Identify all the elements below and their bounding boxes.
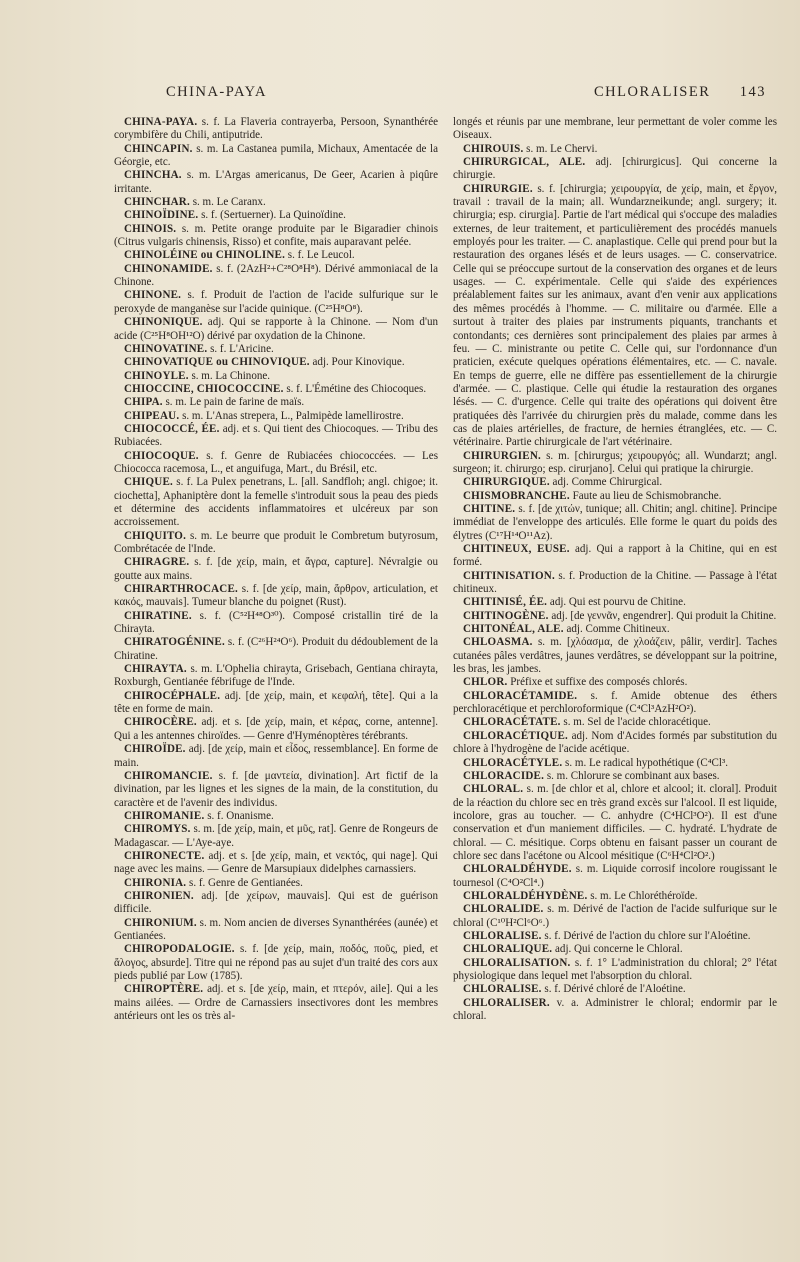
entry-headword: CHIROCÈRE. xyxy=(124,716,197,729)
entry-definition: s. f. (Sertuerner). La Quinoïdine. xyxy=(198,209,346,222)
entry-headword: CHIRURGIQUE. xyxy=(463,476,550,489)
entry-headword: CHLORACÉTYLE. xyxy=(463,756,563,769)
dictionary-entry xyxy=(114,356,438,369)
entry-definition: adj. [de χείρων, mauvais]. Qui est de guérison difficile. xyxy=(114,889,438,916)
dictionary-entry xyxy=(114,810,438,823)
entry-definition: s. f. L'Aricine. xyxy=(207,342,274,355)
dictionary-entry xyxy=(114,410,438,423)
entry-headword: CHLORALIDE. xyxy=(463,903,544,916)
entry-headword: CHLOASMA. xyxy=(463,636,533,649)
dictionary-entry xyxy=(114,169,438,196)
dictionary-entry xyxy=(453,623,777,636)
entry-headword: CHLORAL. xyxy=(463,783,524,796)
dictionary-entry xyxy=(114,396,438,409)
entry-headword: CHITINEUX, EUSE. xyxy=(463,543,570,555)
entry-definition: s. f. 1° L'administration du chloral; 2° l'état physiologique dans lequel met l'absorption du chloral. xyxy=(453,956,777,982)
dictionary-entry xyxy=(114,690,438,717)
entry-headword: CHIROCÉPHALE. xyxy=(124,689,221,702)
entry-headword: CHIRATINE. xyxy=(124,609,192,622)
entry-definition: s. f. Genre de Gentianées. xyxy=(186,876,303,889)
dictionary-entry xyxy=(453,490,777,503)
entry-definition: s. f. L'Émétine des Chiocoques. xyxy=(283,382,427,395)
entry-definition: s. f. (C²⁶H²⁴O⁶). Produit du dédoublement de la Chiratine. xyxy=(114,636,438,662)
entry-headword: CHIPA. xyxy=(124,396,163,409)
entry-definition: s. f. [de χιτών, tunique; all. Chitin; angl. chitine]. Principe immédiat de l'enveloppe des articulés. Elle forme le quart du poids des élytres (C¹⁷H¹⁴O¹¹Az). xyxy=(453,502,777,542)
dictionary-entry xyxy=(453,183,777,450)
dictionary-entry xyxy=(114,383,438,396)
entry-headword: CHIRATOGÉNINE. xyxy=(124,636,225,649)
dictionary-entry xyxy=(114,943,438,983)
entry-headword: CHIROPODALOGIE. xyxy=(124,943,235,956)
dictionary-entry xyxy=(114,556,438,583)
entry-headword: CHIRURGIEN. xyxy=(463,449,542,462)
entry-headword: CHLORALDÉHYDÈNE. xyxy=(463,889,588,902)
entry-headword: CHLORALISATION. xyxy=(463,956,571,969)
dictionary-entry xyxy=(453,450,777,477)
entry-headword: CHINOVATIQUE ou CHINOVIQUE. xyxy=(124,356,310,369)
entry-headword: CHINCAPIN. xyxy=(124,142,193,155)
dictionary-entry xyxy=(114,530,438,557)
dictionary-entry xyxy=(114,850,438,877)
entry-definition: adj. [de χείρ, main, et κεφαλή, tête]. Qui a la tête en forme de main. xyxy=(114,689,438,716)
entry-headword: CHIPEAU. xyxy=(124,409,180,422)
entry-definition: adj. [de χείρ, main et εἶδος, ressemblance]. En forme de main. xyxy=(114,743,438,769)
entry-definition: adj. Qui est pourvu de Chitine. xyxy=(547,596,686,609)
entry-definition: s. m. Le pain de farine de maïs. xyxy=(162,396,305,409)
dictionary-entry xyxy=(114,116,438,143)
entry-definition: adj. Pour Kinovique. xyxy=(309,356,405,369)
entry-headword: CHIRONIEN. xyxy=(124,889,194,902)
entry-headword: CHIRURGICAL, ALE. xyxy=(463,156,586,169)
entry-headword: CHINA-PAYA. xyxy=(124,116,198,128)
entry-definition: s. f. Genre de Rubiacées chiococcées. — Les Chiococca racemosa, L., et anguifuga, Mart., du Brésil, etc. xyxy=(114,449,438,475)
entry-definition: s. f. La Pulex penetrans, L. [all. Sandfloh; angl. chigoe; it. ciochetta], Aphaniptère dont la femelle s'introduit sous la peau des pieds et détermine des accidents inflammatoires et ulcéreux par son accroissement. xyxy=(114,476,438,529)
dictionary-entry xyxy=(453,543,777,570)
entry-headword: CHINOLÉINE ou CHINOLINE. xyxy=(124,249,286,262)
entry-headword: CHINONE. xyxy=(124,289,182,302)
entry-definition: s. m. [de χείρ, main, et μῦς, rat]. Genre de Rongeurs de Madagascar. — L'Aye-aye. xyxy=(114,823,438,849)
dictionary-entry xyxy=(114,196,438,209)
dictionary-entry xyxy=(114,917,438,944)
entry-definition: s. f. [de χείρ, main, et ἄγρα, capture]. Névralgie ou goutte aux mains. xyxy=(114,556,438,582)
dictionary-entry xyxy=(453,783,777,863)
entry-headword: CHIRONIA. xyxy=(124,876,187,889)
entry-definition: s. m. Dérivé de l'action de l'acide sulfurique sur le chloral (C¹⁰H²Cl⁶O⁶.) xyxy=(453,903,777,929)
dictionary-entry xyxy=(453,863,777,890)
header-right-word: CHLORALISER xyxy=(594,84,711,100)
entry-headword: CHINOÏDINE. xyxy=(124,209,199,222)
dictionary-entry xyxy=(114,263,438,290)
dictionary-entry xyxy=(453,690,777,717)
entry-headword: CHIROPTÈRE. xyxy=(124,983,204,996)
entry-headword: CHINOIS. xyxy=(124,222,177,235)
dictionary-entry xyxy=(114,450,438,477)
entry-definition: s. m. L'Anas strepera, L., Palmipède lamellirostre. xyxy=(179,409,404,422)
dictionary-entry xyxy=(114,823,438,850)
dictionary-entry xyxy=(453,997,777,1024)
entry-definition: s. m. Le beurre que produit le Combretum butyrosum, Combrétacée de l'Inde. xyxy=(114,529,438,555)
entry-definition: s. f. [de χείρ, main, ἄρθρον, articulation, et κακός, mauvais]. Tumeur blanche du poignet (Rust). xyxy=(114,583,438,609)
entry-definition: adj. Qui a rapport à la Chitine, qui en est formé. xyxy=(453,543,777,569)
entry-headword: CHLORALISE. xyxy=(463,983,542,996)
dictionary-entry xyxy=(453,757,777,770)
page-number: 143 xyxy=(739,84,766,100)
dictionary-entry xyxy=(114,743,438,770)
entry-definition: s. f. Onanisme. xyxy=(204,809,274,822)
entry-definition: adj. et s. Qui tient des Chiocoques. — Tribu des Rubiacées. xyxy=(114,422,438,449)
entry-definition: s. f. [de μαντεία, divination]. Art fictif de la divination, par les lignes et les signes de la main, de la constitution, du caractère et de l'avenir des individus. xyxy=(114,769,438,809)
dictionary-entry xyxy=(453,943,777,956)
dictionary-entry xyxy=(114,423,438,450)
dictionary-entry xyxy=(453,610,777,623)
header-left-word: CHINA-PAYA xyxy=(166,84,267,100)
dictionary-entry xyxy=(114,143,438,170)
dictionary-entry xyxy=(453,116,777,143)
entry-definition: v. a. Administrer le chloral; endormir par le chloral. xyxy=(453,996,777,1023)
entry-headword: CHINCHA. xyxy=(124,169,182,182)
dictionary-entry xyxy=(453,770,777,783)
dictionary-entry xyxy=(114,223,438,250)
entry-definition: s. m. Petite orange produite par le Bigaradier chinois (Citrus vulgaris chinensis, Risso) et confite, mais auparavant pelée. xyxy=(114,222,438,249)
entry-headword: CHINONIQUE. xyxy=(124,316,203,329)
entry-headword: CHIRAYTA. xyxy=(124,663,187,676)
entry-definition: s. m. Le radical hypothétique (C⁴Cl³. xyxy=(562,756,729,769)
entry-headword: CHIRARTHROCACE. xyxy=(124,583,239,596)
entry-definition: s. f. (C⁵²H⁴⁸O³⁰). Composé cristallin tiré de la Chirayta. xyxy=(114,609,438,636)
entry-definition: Préfixe et suffixe des composés chlorés. xyxy=(507,676,688,689)
entry-headword: CHLORALDÉHYDE. xyxy=(463,863,572,876)
entry-definition: longés et réunis par une membrane, leur permettant de voler comme les Oiseaux. xyxy=(453,116,777,142)
right-column xyxy=(453,116,777,1023)
entry-headword: CHITONÉAL, ALE. xyxy=(463,623,564,636)
entry-headword: CHITINE. xyxy=(463,502,516,515)
left-column xyxy=(114,116,438,1023)
dictionary-entry xyxy=(453,156,777,183)
entry-headword: CHITINISÉ, ÉE. xyxy=(463,596,548,609)
entry-definition: s. m. Nom ancien de diverses Synanthérées (aunée) et Gentianées. xyxy=(114,916,438,942)
entry-definition: s. f. Production de la Chitine. — Passage à l'état chitineux. xyxy=(453,569,777,596)
entry-definition: s. m. Liquide corrosif incolore rougissant le tournesol (C⁴O²Cl⁴.) xyxy=(453,863,777,889)
dictionary-entry xyxy=(114,316,438,343)
entry-definition: adj. Qui concerne le Chloral. xyxy=(552,943,683,956)
entry-definition: s. f. [chirurgia; χειρουργία, de χείρ, main, et ἔργον, travail : travail de la main; all. Wundarzneikunde; angl. surgery; it. chirurgia; esp. cirurgia]. Partie de l'art médical qui s'occupe des maladies externes, de leur traitement, et particulièrement des procédés manuels employés pour les traiter. — C. anaplastique. Celle qui prend pour but la restauration des organes lésés et de leurs usages. — C. conservatrice. Celle qui se préoccupe surtout de la conservation des organes et de leurs usages. — C. expérimentale. Celle qui s'aide des expériences préalablement faites sur les animaux, avant d'en venir aux applications des mêmes procédés à l'homme. — C. militaire ou d'armée. Elle a surtout à traiter des plaies par instruments piquants, tranchants et contondants; ces dernières sont principalement des plaies par armes à feu. — C. ministrante ou petite C. Celle qui, sur l'ordonnance d'un praticien, exécute quelques opérations élémentaires, etc. — C. navale. En temps de guerre, elle ne diffère pas essentiellement de la chirurgie d'armée. — C. plastique. Celle qui étudie la restauration des organes lésés. — C. d'urgence. Celle qui traite des opérations qui doivent être pratiquées dès l'arrivée du chirurgien près du malade, comme dans les cas de plaies artérielles, de fracture, de hernies étranglées, etc. — C. vétérinaire. Partie chirurgicale de l'art vétérinaire. xyxy=(453,182,777,449)
entry-headword: CHIOCOQUE. xyxy=(124,449,199,462)
dictionary-entry xyxy=(114,476,438,529)
dictionary-entry xyxy=(114,370,438,383)
entry-headword: CHIROMANIE. xyxy=(124,809,205,822)
dictionary-entry xyxy=(453,716,777,729)
dictionary-entry xyxy=(453,476,777,489)
dictionary-entry xyxy=(453,903,777,930)
dictionary-entry xyxy=(453,930,777,943)
entry-definition: s. m. L'Argas americanus, De Geer, Acarien à piqûre irritante. xyxy=(114,169,438,195)
entry-definition: s. m. Sel de l'acide chloracétique. xyxy=(560,716,711,729)
entry-definition: s. m. Le Chervi. xyxy=(523,142,598,155)
entry-definition: s. m. La Chinone. xyxy=(188,369,271,382)
entry-definition: s. m. [de chlor et al, chlore et alcool; it. cloral]. Produit de la réaction du chlore sec en très grand excès sur l'alcool. Il est liquide, incolore, gras au toucher. — C. anhydre (C⁴HCl³O²). Il est d'une conservation et d'un maniement difficiles. — C. hydraté. L'hydrate de chloral. — C. mésitique. Corps obtenu en faisant passer un courant de chlore sec dans l'acétone ou Alcool mésitique (C⁶H⁴Cl²O².) xyxy=(453,783,777,862)
entry-headword: CHIRURGIE. xyxy=(463,182,533,195)
entry-headword: CHITINOGÈNE. xyxy=(463,609,549,622)
entry-headword: CHIQUE. xyxy=(124,476,173,489)
dictionary-entry xyxy=(453,890,777,903)
entry-definition: adj. [de γεννᾶν, engendrer]. Qui produit la Chitine. xyxy=(548,609,777,622)
entry-definition: adj. Nom d'Acides formés par substitution du chlore à l'hydrogène de l'acide acétique. xyxy=(453,729,777,756)
entry-definition: Faute au lieu de Schismobranche. xyxy=(569,489,722,502)
entry-definition: s. f. Amide obtenue des éthers perchloracétique et perchloroformique (C⁴Cl³AzH²O²). xyxy=(453,689,777,716)
entry-headword: CHLORALISE. xyxy=(463,929,542,942)
dictionary-entry xyxy=(114,249,438,262)
entry-headword: CHIRONIUM. xyxy=(124,916,197,929)
entry-headword: CHLORALISER. xyxy=(463,996,550,1009)
dictionary-entry xyxy=(453,983,777,996)
entry-definition: s. f. Dérivé de l'action du chlore sur l'Aloétine. xyxy=(541,929,751,942)
entry-headword: CHIOCOCCÉ, ÉE. xyxy=(124,422,220,435)
entry-definition: adj. et s. [de χείρ, main, et νεκτός, qui nage]. Qui nage avec les mains. — Genre de Marsupiaux didelphes carnassiers. xyxy=(114,849,438,876)
entry-headword: CHLORACÉTATE. xyxy=(463,716,561,729)
entry-definition: adj. [chirurgicus]. Qui concerne la chirurgie. xyxy=(453,156,777,182)
entry-headword: CHIROMYS. xyxy=(124,823,191,836)
entry-headword: CHIROUIS. xyxy=(463,142,524,155)
dictionary-entry xyxy=(453,596,777,609)
entry-headword: CHINONAMIDE. xyxy=(124,262,213,275)
dictionary-entry xyxy=(453,730,777,757)
entry-headword: CHINCHAR. xyxy=(124,196,190,209)
entry-definition: s. m. [chirurgus; χειρουργός; all. Wundarzt; angl. surgeon; it. chirurgo; esp. cirurjano]. Celui qui pratique la chirurgie. xyxy=(453,449,777,475)
entry-definition: s. f. Dérivé chloré de l'Aloétine. xyxy=(541,983,686,996)
entry-headword: CHIQUITO. xyxy=(124,529,187,542)
dictionary-entry xyxy=(453,636,777,676)
entry-headword: CHIRAGRE. xyxy=(124,556,190,569)
entry-headword: CHINOYLE. xyxy=(124,369,189,382)
entry-headword: CHIROÏDE. xyxy=(124,743,186,756)
entry-headword: CHLORACIDE. xyxy=(463,769,545,782)
entry-definition: s. f. [de χείρ, main, ποδός, ποῦς, pied, et ἄλογος, absurde]. Titre qui ne répond pas au sujet d'un traité des cors aux pieds publié par Low (1785). xyxy=(114,943,438,982)
entry-definition: s. f. (2AzH²+C²⁸O⁸H⁸). Dérivé ammoniacal de la Chinone. xyxy=(114,262,438,289)
dictionary-entry xyxy=(114,343,438,356)
entry-headword: CHINOVATINE. xyxy=(124,342,208,355)
entry-definition: s. m. Le Chloréthéroïde. xyxy=(587,889,698,902)
entry-definition: s. m. La Castanea pumila, Michaux, Amentacée de la Géorgie, etc. xyxy=(114,142,438,169)
entry-definition: s. m. Chlorure se combinant aux bases. xyxy=(544,769,720,782)
entry-definition: s. f. Produit de l'action de l'acide sulfurique sur le peroxyde de manganèse sur l'acide quinique. (C²⁵H⁸O⁸). xyxy=(114,289,438,315)
dictionary-entry xyxy=(114,770,438,810)
entry-headword: CHLORALIQUE. xyxy=(463,943,553,956)
dictionary-entry xyxy=(114,636,438,663)
dictionary-entry xyxy=(453,676,777,689)
dictionary-entry xyxy=(114,877,438,890)
dictionary-entry xyxy=(453,503,777,543)
dictionary-entry xyxy=(114,209,438,222)
entry-headword: CHIROMANCIE. xyxy=(124,769,213,782)
entry-headword: CHIOCCINE, CHIOCOCCINE. xyxy=(124,382,284,395)
dictionary-entry xyxy=(114,610,438,637)
dictionary-entry xyxy=(114,663,438,690)
entry-definition: adj. Comme Chirurgical. xyxy=(549,476,663,489)
dictionary-entry xyxy=(453,570,777,597)
entry-headword: CHLORACÉTAMIDE. xyxy=(463,689,578,702)
entry-definition: s. m. Le Caranx. xyxy=(189,196,266,209)
dictionary-entry xyxy=(114,716,438,743)
entry-headword: CHIRONECTE. xyxy=(124,849,205,862)
entry-definition: s. m. L'Ophelia chirayta, Grisebach, Gentiana chirayta, Roxburgh, Gentianée fébrifuge de l'Inde. xyxy=(114,663,438,689)
entry-headword: CHLORACÉTIQUE. xyxy=(463,729,568,742)
entry-definition: s. f. Le Leucol. xyxy=(285,249,355,262)
entry-definition: adj. Comme Chitineux. xyxy=(563,623,670,636)
entry-definition: s. m. [χλόασμα, de χλοάζειν, pâlir, verdir]. Taches cutanées pâles verdâtres, jaunes verdâtres, se développant sur la poitrine, les bras, les jambes. xyxy=(453,636,777,676)
dictionary-entry xyxy=(453,957,777,984)
dictionary-entry xyxy=(114,983,438,1023)
entry-headword: CHLOR. xyxy=(463,676,508,689)
dictionary-entry xyxy=(453,143,777,156)
dictionary-entry xyxy=(114,289,438,316)
dictionary-entry xyxy=(114,890,438,917)
entry-definition: s. f. La Flaveria contrayerba, Persoon, Synanthérée corymbifère du Chili, antiputride. xyxy=(114,116,438,142)
entry-definition: adj. et s. [de χείρ, main, et πτερόν, aile]. Qui a les mains ailées. — Ordre de Carnassiers insectivores dont les membres antérieurs ont les os très al- xyxy=(114,983,438,1023)
entry-definition: adj. et s. [de χείρ, main, et κέρας, corne, antenne]. Qui a les antennes chiroïdes. — Genre d'Hyménoptères térébrants. xyxy=(114,716,438,742)
running-header xyxy=(114,84,772,108)
entry-headword: CHITINISATION. xyxy=(463,569,555,582)
entry-definition: adj. Qui se rapporte à la Chinone. — Nom d'un acide (C²⁵H⁸OH¹²O) dérivé par oxydation de la Chinone. xyxy=(114,316,438,342)
dictionary-entry xyxy=(114,583,438,610)
entry-headword: CHISMOBRANCHE. xyxy=(463,489,570,502)
